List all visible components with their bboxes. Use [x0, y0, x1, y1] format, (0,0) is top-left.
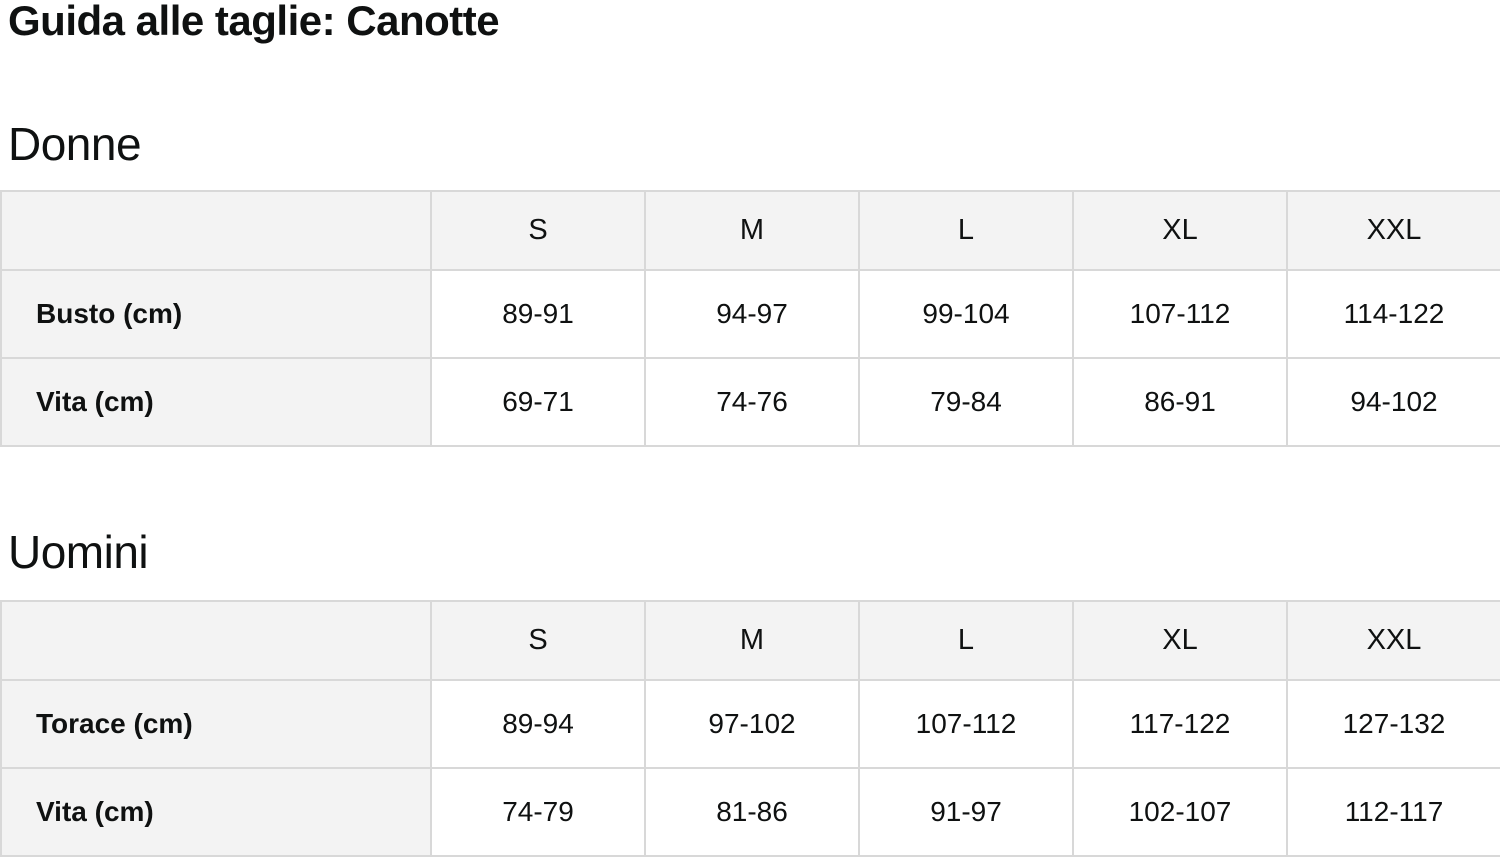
value-cell: 81-86 — [645, 768, 859, 856]
value-cell: 99-104 — [859, 270, 1073, 358]
corner-cell — [1, 191, 431, 270]
size-table-donne — [0, 190, 1500, 447]
value-cell: 74-79 — [431, 768, 645, 856]
size-header-xl: XL — [1073, 191, 1287, 270]
size-header-m: M — [645, 191, 859, 270]
value-cell: 86-91 — [1073, 358, 1287, 446]
value-cell: 89-91 — [431, 270, 645, 358]
page-title: Guida alle taglie: Canotte — [8, 0, 500, 44]
row-label-vita: Vita (cm) — [1, 358, 431, 446]
row-label-vita: Vita (cm) — [1, 768, 431, 856]
table-row-vita-donne — [1, 358, 1500, 446]
value-cell: 117-122 — [1073, 680, 1287, 768]
size-header-m: M — [645, 601, 859, 680]
value-cell: 107-112 — [1073, 270, 1287, 358]
corner-cell — [1, 601, 431, 680]
value-cell: 74-76 — [645, 358, 859, 446]
section-heading-donne: Donne — [8, 118, 142, 170]
row-label-torace: Torace (cm) — [1, 680, 431, 768]
row-label-busto: Busto (cm) — [1, 270, 431, 358]
value-cell: 127-132 — [1287, 680, 1500, 768]
table-row-busto — [1, 270, 1500, 358]
size-table-uomini — [0, 600, 1500, 857]
value-cell: 94-102 — [1287, 358, 1500, 446]
table-row-vita-uomini — [1, 768, 1500, 856]
table-header-row — [1, 191, 1500, 270]
value-cell: 91-97 — [859, 768, 1073, 856]
value-cell: 97-102 — [645, 680, 859, 768]
value-cell: 89-94 — [431, 680, 645, 768]
value-cell: 114-122 — [1287, 270, 1500, 358]
size-header-xxl: XXL — [1287, 191, 1500, 270]
table-row-torace — [1, 680, 1500, 768]
value-cell: 69-71 — [431, 358, 645, 446]
size-header-l: L — [859, 601, 1073, 680]
value-cell: 102-107 — [1073, 768, 1287, 856]
size-header-s: S — [431, 601, 645, 680]
table-header-row — [1, 601, 1500, 680]
value-cell: 112-117 — [1287, 768, 1500, 856]
size-header-xl: XL — [1073, 601, 1287, 680]
value-cell: 79-84 — [859, 358, 1073, 446]
section-heading-uomini: Uomini — [8, 526, 149, 578]
size-header-s: S — [431, 191, 645, 270]
size-header-xxl: XXL — [1287, 601, 1500, 680]
value-cell: 94-97 — [645, 270, 859, 358]
value-cell: 107-112 — [859, 680, 1073, 768]
size-header-l: L — [859, 191, 1073, 270]
